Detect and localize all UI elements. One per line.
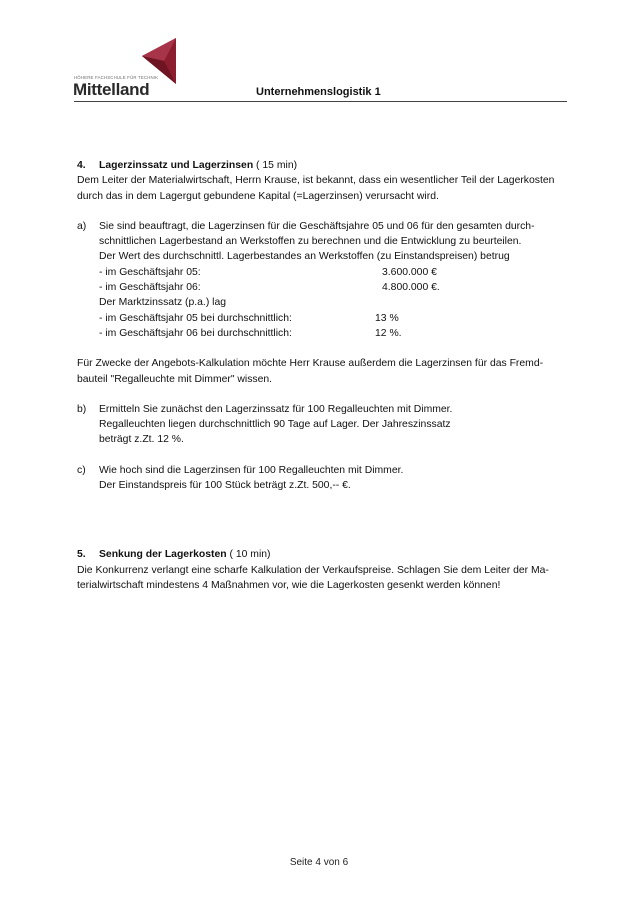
value-row <box>99 265 569 280</box>
task-c <box>77 463 569 494</box>
paragraph-line: Die Konkurrenz verlangt eine scharfe Kalkulation der Verkaufspreise. Schlagen Sie dem Leiter der Ma- <box>77 564 549 576</box>
value-row <box>99 280 569 295</box>
value-amount: 12 %. <box>375 327 402 339</box>
document-title: Unternehmenslogistik 1 <box>256 86 381 98</box>
task-a <box>77 219 569 341</box>
paragraph-line: durch das in dem Lagergut gebundene Kapital (=Lagerzinsen) verursacht wird. <box>77 190 439 202</box>
section-number: 5. <box>77 549 86 561</box>
task-letter: a) <box>77 220 87 232</box>
value-label: - im Geschäftsjahr 06: <box>99 282 201 294</box>
logo-tagline: HÖHERE FACHSCHULE FÜR TECHNIK <box>74 75 159 80</box>
value-amount: 13 % <box>375 312 399 324</box>
value-row <box>99 311 569 326</box>
section-time: ( 10 min) <box>226 549 271 561</box>
paragraph-line: Der Wert des durchschnittl. Lagerbestandes an Werkstoffen (zu Einstandspreisen) betrug <box>99 251 510 263</box>
section-5-heading <box>77 547 569 562</box>
paragraph-line: Für Zwecke der Angebots-Kalkulation möchte Herr Krause außerdem die Lagerzinsen für das Fremd- <box>77 358 544 370</box>
value-row <box>99 326 569 341</box>
value-amount: 4.800.000 €. <box>382 282 440 294</box>
header-divider <box>74 101 567 102</box>
section-time: ( 15 min) <box>253 160 298 171</box>
paragraph-line: Regalleuchten liegen durchschnittlich 90 Tage auf Lager. Der Jahreszinssatz <box>99 419 451 431</box>
task-letter: c) <box>77 464 86 476</box>
value-label: - im Geschäftsjahr 06 bei durchschnittlich: <box>99 327 292 339</box>
task-b <box>77 402 569 448</box>
paragraph-line: bauteil "Regalleuchte mit Dimmer" wissen. <box>77 373 273 385</box>
paragraph-line: Dem Leiter der Materialwirtschaft, Herrn Krause, ist bekannt, dass ein wesentlicher Teil der Lagerkosten <box>77 175 555 187</box>
section-title: Lagerzinssatz und Lagerzinsen <box>99 160 254 171</box>
paragraph-line: Sie sind beauftragt, die Lagerzinsen für die Geschäftsjahre 05 und 06 für den gesamten durch- <box>99 220 535 232</box>
paragraph-line: Der Einstandspreis für 100 Stück beträgt z.Zt. 500,-- €. <box>99 480 351 492</box>
section-title: Senkung der Lagerkosten <box>99 549 227 561</box>
paragraph-line: Wie hoch sind die Lagerzinsen für 100 Regalleuchten mit Dimmer. <box>99 464 404 476</box>
logo-wordmark: Mittelland <box>73 80 150 99</box>
paragraph-line: schnittlichen Lagerbestand an Werkstoffen zu berechnen und die Entwicklung zu beurteilen. <box>99 236 522 248</box>
paragraph-line: Ermitteln Sie zunächst den Lagerzinssatz für 100 Regalleuchten mit Dimmer. <box>99 403 453 415</box>
paragraph-line: terialwirtschaft mindestens 4 Maßnahmen vor, wie die Lagerkosten gesenkt werden können! <box>77 579 501 591</box>
page-content <box>77 158 569 593</box>
section-4-heading <box>77 158 569 173</box>
paragraph-line: Der Marktzinssatz (p.a.) lag <box>99 297 227 309</box>
value-label: - im Geschäftsjahr 05 bei durchschnittlich: <box>99 312 292 324</box>
paragraph-line: beträgt z.Zt. 12 %. <box>99 434 184 446</box>
value-label: - im Geschäftsjahr 05: <box>99 266 201 278</box>
section-number: 4. <box>77 160 86 171</box>
task-letter: b) <box>77 403 87 415</box>
school-logo <box>74 38 174 100</box>
page-number: Seite 4 von 6 <box>289 857 349 868</box>
value-amount: 3.600.000 € <box>382 266 437 278</box>
